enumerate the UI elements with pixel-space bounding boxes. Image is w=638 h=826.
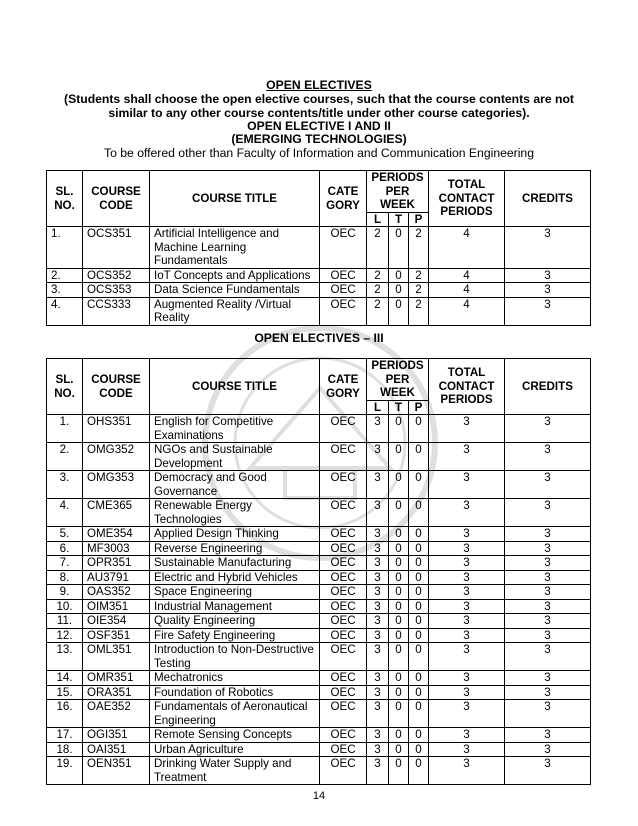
cell-contact-periods: 3: [429, 527, 505, 542]
col-periods-per-week: PERIODS PER WEEK: [367, 171, 429, 213]
cell-category: OEC: [320, 283, 367, 298]
cell-course-code: OMR351: [83, 671, 150, 686]
cell-p: 2: [409, 268, 429, 283]
cell-t: 0: [389, 671, 409, 686]
table-row: [47, 643, 591, 671]
cell-t: 0: [389, 742, 409, 757]
cell-l: 2: [367, 283, 389, 298]
cell-course-title: Renewable Energy Technologies: [150, 499, 320, 527]
cell-p: 0: [409, 671, 429, 686]
cell-credits: 3: [505, 443, 591, 471]
cell-t: 0: [389, 443, 409, 471]
table-row: [47, 268, 591, 283]
cell-sl-no: 6.: [47, 541, 83, 556]
cell-t: 0: [389, 527, 409, 542]
group1-note: To be offered other than Faculty of Information and Communication Engineering: [104, 146, 534, 160]
col-course-code: COURSE CODE: [83, 359, 150, 415]
cell-course-title: Introduction to Non-Destructive Testing: [150, 643, 320, 671]
cell-category: OEC: [320, 585, 367, 600]
table-row: [47, 728, 591, 743]
cell-p: 2: [409, 297, 429, 325]
cell-course-title: Augmented Reality /Virtual Reality: [150, 297, 320, 325]
cell-sl-no: 19.: [47, 757, 83, 785]
cell-contact-periods: 3: [429, 499, 505, 527]
cell-credits: 3: [505, 614, 591, 629]
cell-contact-periods: 3: [429, 443, 505, 471]
cell-t: 0: [389, 471, 409, 499]
cell-course-code: OCS352: [83, 268, 150, 283]
cell-credits: 3: [505, 527, 591, 542]
cell-category: OEC: [320, 499, 367, 527]
cell-t: 0: [389, 227, 409, 269]
cell-contact-periods: 3: [429, 728, 505, 743]
cell-p: 0: [409, 541, 429, 556]
cell-p: 0: [409, 628, 429, 643]
cell-course-code: OME354: [83, 527, 150, 542]
cell-sl-no: 7.: [47, 556, 83, 571]
table-row: [47, 671, 591, 686]
page-number: 14: [312, 790, 326, 802]
table-row: [47, 556, 591, 571]
cell-p: 0: [409, 499, 429, 527]
cell-sl-no: 14.: [47, 671, 83, 686]
cell-p: 0: [409, 443, 429, 471]
cell-course-code: CCS333: [83, 297, 150, 325]
cell-contact-periods: 3: [429, 700, 505, 728]
cell-credits: 3: [505, 471, 591, 499]
table-row: [47, 227, 591, 269]
cell-l: 3: [367, 757, 389, 785]
cell-category: OEC: [320, 443, 367, 471]
table-row: [47, 614, 591, 629]
cell-p: 2: [409, 227, 429, 269]
cell-p: 0: [409, 742, 429, 757]
table-row: [47, 700, 591, 728]
instruction-line-2: similar to any other course contents/title under other course categories).: [108, 106, 530, 120]
cell-credits: 3: [505, 283, 591, 298]
table-row: [47, 628, 591, 643]
cell-l: 2: [367, 227, 389, 269]
cell-sl-no: 3.: [47, 471, 83, 499]
cell-category: OEC: [320, 527, 367, 542]
cell-contact-periods: 4: [429, 268, 505, 283]
cell-course-code: OIM351: [83, 599, 150, 614]
cell-course-title: Data Science Fundamentals: [150, 283, 320, 298]
col-credits: CREDITS: [505, 171, 591, 227]
cell-l: 3: [367, 728, 389, 743]
cell-l: 3: [367, 443, 389, 471]
table-row: [47, 471, 591, 499]
cell-l: 3: [367, 527, 389, 542]
table1-body: [47, 227, 591, 326]
cell-contact-periods: 3: [429, 671, 505, 686]
cell-t: 0: [389, 700, 409, 728]
cell-contact-periods: 3: [429, 643, 505, 671]
cell-l: 2: [367, 268, 389, 283]
cell-p: 0: [409, 527, 429, 542]
cell-credits: 3: [505, 628, 591, 643]
cell-sl-no: 1.: [47, 415, 83, 443]
table-row: [47, 742, 591, 757]
group1-subtitle: (EMERGING TECHNOLOGIES): [231, 132, 407, 146]
cell-p: 0: [409, 585, 429, 600]
cell-credits: 3: [505, 742, 591, 757]
cell-category: OEC: [320, 685, 367, 700]
cell-credits: 3: [505, 671, 591, 686]
table-row: [47, 541, 591, 556]
cell-credits: 3: [505, 227, 591, 269]
cell-course-code: AU3791: [83, 570, 150, 585]
col-l: L: [367, 400, 389, 415]
cell-category: OEC: [320, 614, 367, 629]
cell-category: OEC: [320, 268, 367, 283]
cell-course-code: OEN351: [83, 757, 150, 785]
cell-credits: 3: [505, 643, 591, 671]
table-row: [47, 527, 591, 542]
cell-t: 0: [389, 499, 409, 527]
cell-credits: 3: [505, 268, 591, 283]
cell-credits: 3: [505, 499, 591, 527]
cell-p: 0: [409, 599, 429, 614]
cell-l: 3: [367, 628, 389, 643]
cell-sl-no: 4.: [47, 297, 83, 325]
cell-sl-no: 8.: [47, 570, 83, 585]
cell-course-code: OAE352: [83, 700, 150, 728]
cell-course-code: OMG353: [83, 471, 150, 499]
table2-body: [47, 415, 591, 785]
col-l: L: [367, 212, 389, 227]
cell-contact-periods: 3: [429, 742, 505, 757]
table-row: [47, 757, 591, 785]
cell-p: 0: [409, 415, 429, 443]
cell-p: 0: [409, 757, 429, 785]
cell-sl-no: 18.: [47, 742, 83, 757]
cell-contact-periods: 3: [429, 685, 505, 700]
col-total-contact-periods: TOTAL CONTACT PERIODS: [429, 359, 505, 415]
cell-credits: 3: [505, 541, 591, 556]
cell-sl-no: 3.: [47, 283, 83, 298]
cell-t: 0: [389, 283, 409, 298]
cell-credits: 3: [505, 415, 591, 443]
cell-t: 0: [389, 297, 409, 325]
cell-credits: 3: [505, 297, 591, 325]
open-electives-1-2-table: [46, 170, 591, 326]
cell-course-title: Artificial Intelligence and Machine Learning Fundamentals: [150, 227, 320, 269]
group2-title: OPEN ELECTIVES – III: [254, 331, 384, 345]
cell-sl-no: 4.: [47, 499, 83, 527]
cell-t: 0: [389, 643, 409, 671]
cell-p: 0: [409, 700, 429, 728]
cell-sl-no: 17.: [47, 728, 83, 743]
cell-credits: 3: [505, 570, 591, 585]
cell-category: OEC: [320, 700, 367, 728]
page-title: OPEN ELECTIVES: [266, 78, 372, 92]
cell-course-code: OPR351: [83, 556, 150, 571]
cell-contact-periods: 3: [429, 614, 505, 629]
cell-l: 3: [367, 643, 389, 671]
cell-category: OEC: [320, 556, 367, 571]
cell-course-title: Sustainable Manufacturing: [150, 556, 320, 571]
cell-contact-periods: 4: [429, 227, 505, 269]
cell-credits: 3: [505, 599, 591, 614]
cell-sl-no: 13.: [47, 643, 83, 671]
col-category: CATE GORY: [320, 359, 367, 415]
cell-t: 0: [389, 541, 409, 556]
cell-course-title: Industrial Management: [150, 599, 320, 614]
cell-course-code: OAS352: [83, 585, 150, 600]
cell-contact-periods: 3: [429, 628, 505, 643]
cell-category: OEC: [320, 541, 367, 556]
col-t: T: [389, 212, 409, 227]
cell-course-title: Applied Design Thinking: [150, 527, 320, 542]
cell-course-title: Quality Engineering: [150, 614, 320, 629]
cell-course-title: Fundamentals of Aeronautical Engineering: [150, 700, 320, 728]
cell-course-code: OMG352: [83, 443, 150, 471]
table-row: [47, 685, 591, 700]
table-row: [47, 415, 591, 443]
table-row: [47, 599, 591, 614]
cell-l: 3: [367, 415, 389, 443]
cell-sl-no: 2.: [47, 443, 83, 471]
cell-t: 0: [389, 614, 409, 629]
table1-header: [47, 171, 591, 227]
cell-course-code: OML351: [83, 643, 150, 671]
cell-category: OEC: [320, 671, 367, 686]
cell-contact-periods: 4: [429, 297, 505, 325]
group1-title: OPEN ELECTIVE I AND II: [247, 119, 391, 133]
col-category: CATE GORY: [320, 171, 367, 227]
cell-course-code: OGI351: [83, 728, 150, 743]
cell-course-title: Remote Sensing Concepts: [150, 728, 320, 743]
cell-contact-periods: 3: [429, 541, 505, 556]
col-course-title: COURSE TITLE: [150, 171, 320, 227]
cell-l: 3: [367, 671, 389, 686]
cell-course-code: MF3003: [83, 541, 150, 556]
cell-category: OEC: [320, 599, 367, 614]
cell-sl-no: 10.: [47, 599, 83, 614]
cell-course-title: English for Competitive Examinations: [150, 415, 320, 443]
cell-course-title: Fire Safety Engineering: [150, 628, 320, 643]
col-course-title: COURSE TITLE: [150, 359, 320, 415]
cell-l: 3: [367, 685, 389, 700]
col-p: P: [409, 212, 429, 227]
cell-t: 0: [389, 728, 409, 743]
cell-course-title: Reverse Engineering: [150, 541, 320, 556]
cell-l: 3: [367, 471, 389, 499]
col-periods-per-week: PERIODS PER WEEK: [367, 359, 429, 401]
cell-sl-no: 1.: [47, 227, 83, 269]
cell-p: 0: [409, 728, 429, 743]
cell-p: 0: [409, 614, 429, 629]
col-t: T: [389, 400, 409, 415]
cell-contact-periods: 3: [429, 471, 505, 499]
col-sl-no: SL. NO.: [47, 171, 83, 227]
cell-course-code: CME365: [83, 499, 150, 527]
table-row: [47, 443, 591, 471]
cell-l: 3: [367, 585, 389, 600]
cell-sl-no: 16.: [47, 700, 83, 728]
cell-course-title: Mechatronics: [150, 671, 320, 686]
cell-course-title: Democracy and Good Governance: [150, 471, 320, 499]
cell-course-code: OIE354: [83, 614, 150, 629]
cell-sl-no: 5.: [47, 527, 83, 542]
instruction-line-1: (Students shall choose the open elective courses, such that the course contents are not: [64, 92, 574, 106]
cell-contact-periods: 3: [429, 599, 505, 614]
cell-credits: 3: [505, 728, 591, 743]
cell-l: 3: [367, 499, 389, 527]
cell-p: 0: [409, 556, 429, 571]
cell-category: OEC: [320, 471, 367, 499]
cell-l: 3: [367, 556, 389, 571]
cell-t: 0: [389, 757, 409, 785]
col-p: P: [409, 400, 429, 415]
cell-contact-periods: 3: [429, 556, 505, 571]
open-electives-3-table: [46, 358, 591, 785]
cell-contact-periods: 3: [429, 415, 505, 443]
cell-sl-no: 2.: [47, 268, 83, 283]
cell-p: 2: [409, 283, 429, 298]
col-credits: CREDITS: [505, 359, 591, 415]
cell-p: 0: [409, 570, 429, 585]
cell-sl-no: 11.: [47, 614, 83, 629]
table-row: [47, 283, 591, 298]
cell-category: OEC: [320, 227, 367, 269]
cell-l: 2: [367, 297, 389, 325]
cell-l: 3: [367, 541, 389, 556]
cell-category: OEC: [320, 643, 367, 671]
cell-sl-no: 12.: [47, 628, 83, 643]
cell-t: 0: [389, 685, 409, 700]
cell-credits: 3: [505, 685, 591, 700]
cell-t: 0: [389, 585, 409, 600]
cell-p: 0: [409, 685, 429, 700]
cell-course-code: OHS351: [83, 415, 150, 443]
cell-l: 3: [367, 742, 389, 757]
cell-course-code: OCS351: [83, 227, 150, 269]
cell-course-title: Space Engineering: [150, 585, 320, 600]
cell-t: 0: [389, 268, 409, 283]
cell-t: 0: [389, 599, 409, 614]
table-row: [47, 570, 591, 585]
cell-sl-no: 9.: [47, 585, 83, 600]
table-row: [47, 585, 591, 600]
cell-l: 3: [367, 599, 389, 614]
cell-contact-periods: 3: [429, 585, 505, 600]
cell-category: OEC: [320, 728, 367, 743]
cell-category: OEC: [320, 757, 367, 785]
cell-credits: 3: [505, 757, 591, 785]
cell-course-code: OAI351: [83, 742, 150, 757]
table2-header: [47, 359, 591, 415]
col-total-contact-periods: TOTAL CONTACT PERIODS: [429, 171, 505, 227]
cell-course-title: NGOs and Sustainable Development: [150, 443, 320, 471]
cell-course-title: Foundation of Robotics: [150, 685, 320, 700]
cell-credits: 3: [505, 556, 591, 571]
cell-l: 3: [367, 700, 389, 728]
cell-l: 3: [367, 570, 389, 585]
cell-t: 0: [389, 570, 409, 585]
cell-t: 0: [389, 415, 409, 443]
table-row: [47, 297, 591, 325]
cell-contact-periods: 3: [429, 757, 505, 785]
cell-category: OEC: [320, 628, 367, 643]
cell-l: 3: [367, 614, 389, 629]
cell-category: OEC: [320, 570, 367, 585]
cell-category: OEC: [320, 415, 367, 443]
cell-course-code: OSF351: [83, 628, 150, 643]
cell-t: 0: [389, 628, 409, 643]
cell-p: 0: [409, 471, 429, 499]
cell-category: OEC: [320, 297, 367, 325]
cell-p: 0: [409, 643, 429, 671]
cell-contact-periods: 4: [429, 283, 505, 298]
cell-course-code: OCS353: [83, 283, 150, 298]
cell-contact-periods: 3: [429, 570, 505, 585]
cell-course-title: Electric and Hybrid Vehicles: [150, 570, 320, 585]
cell-t: 0: [389, 556, 409, 571]
col-course-code: COURSE CODE: [83, 171, 150, 227]
cell-course-title: Drinking Water Supply and Treatment: [150, 757, 320, 785]
cell-course-title: Urban Agriculture: [150, 742, 320, 757]
cell-credits: 3: [505, 700, 591, 728]
col-sl-no: SL. NO.: [47, 359, 83, 415]
cell-credits: 3: [505, 585, 591, 600]
cell-course-title: IoT Concepts and Applications: [150, 268, 320, 283]
cell-category: OEC: [320, 742, 367, 757]
cell-sl-no: 15.: [47, 685, 83, 700]
table-row: [47, 499, 591, 527]
cell-course-code: ORA351: [83, 685, 150, 700]
